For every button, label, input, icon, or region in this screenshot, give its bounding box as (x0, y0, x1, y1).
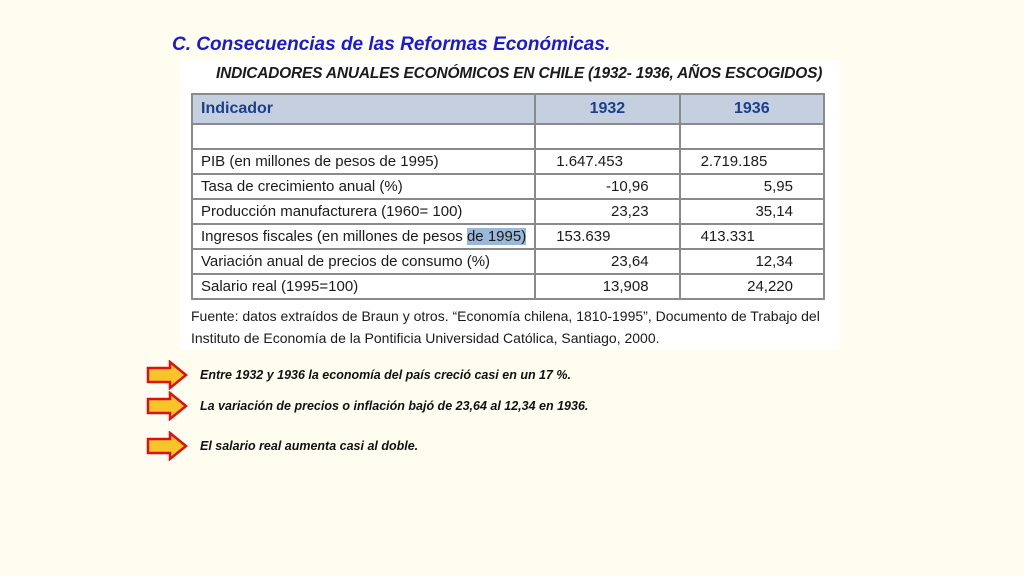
row-value-1936: 35,14 (680, 199, 824, 224)
arrow-right-icon (146, 360, 188, 390)
slide-title: C. Consecuencias de las Reformas Económicas. (172, 34, 611, 55)
bullet-item (146, 391, 846, 421)
row-label: Variación anual de precios de consumo (%) (192, 249, 535, 274)
row-value-1936: 413.331 (680, 224, 824, 249)
table-row (192, 199, 824, 224)
bullet-text: Entre 1932 y 1936 la economía del país creció casi en un 17 %. (200, 368, 572, 382)
bullet-item (146, 360, 846, 390)
indicators-table (191, 93, 825, 300)
row-label (192, 224, 535, 249)
row-value-1936: 5,95 (680, 174, 824, 199)
table-title: INDICADORES ANUALES ECONÓMICOS EN CHILE (1932- 1936, AÑOS ESCOGIDOS) (216, 65, 823, 82)
table-source (191, 305, 831, 349)
bullet-item (146, 431, 846, 461)
row-label: PIB (en millones de pesos de 1995) (192, 149, 535, 174)
row-value-1932: 23,23 (535, 199, 679, 224)
table-row (192, 274, 824, 299)
source-line: Fuente: datos extraídos de Braun y otros. “Economía chilena, 1810-1995”, Documento de Trabajo del (191, 308, 820, 324)
arrow-right-icon (146, 391, 188, 421)
row-label-part: Ingresos fiscales (en millones de pesos (201, 228, 467, 245)
row-value-1936: 24,220 (680, 274, 824, 299)
row-label: Tasa de crecimiento anual (%) (192, 174, 535, 199)
table-row (192, 224, 824, 249)
row-label: Producción manufacturera (1960= 100) (192, 199, 535, 224)
table-figure (180, 60, 840, 350)
arrow-right-icon (146, 431, 188, 461)
row-value-1932: 13,908 (535, 274, 679, 299)
header-1932: 1932 (535, 94, 679, 124)
header-1936: 1936 (680, 94, 824, 124)
row-value-1936: 12,34 (680, 249, 824, 274)
row-value-1932: 23,64 (535, 249, 679, 274)
source-line: Instituto de Economía de la Pontificia Universidad Católica, Santiago, 2000. (191, 330, 660, 346)
highlighted-text: de 1995) (466, 228, 527, 245)
header-indicator: Indicador (192, 94, 535, 124)
row-value-1932: 1.647.453 (535, 149, 679, 174)
row-value-1932: -10,96 (535, 174, 679, 199)
row-value-1936: 2.719.185 (680, 149, 824, 174)
table-row (192, 249, 824, 274)
bullet-text: La variación de precios o inflación bajó de 23,64 al 12,34 en 1936. (200, 399, 589, 413)
table-row (192, 174, 824, 199)
row-value-1932: 153.639 (535, 224, 679, 249)
table-header-row (192, 94, 824, 124)
table-row (192, 149, 824, 174)
row-label: Salario real (1995=100) (192, 274, 535, 299)
bullet-text: El salario real aumenta casi al doble. (200, 439, 419, 453)
